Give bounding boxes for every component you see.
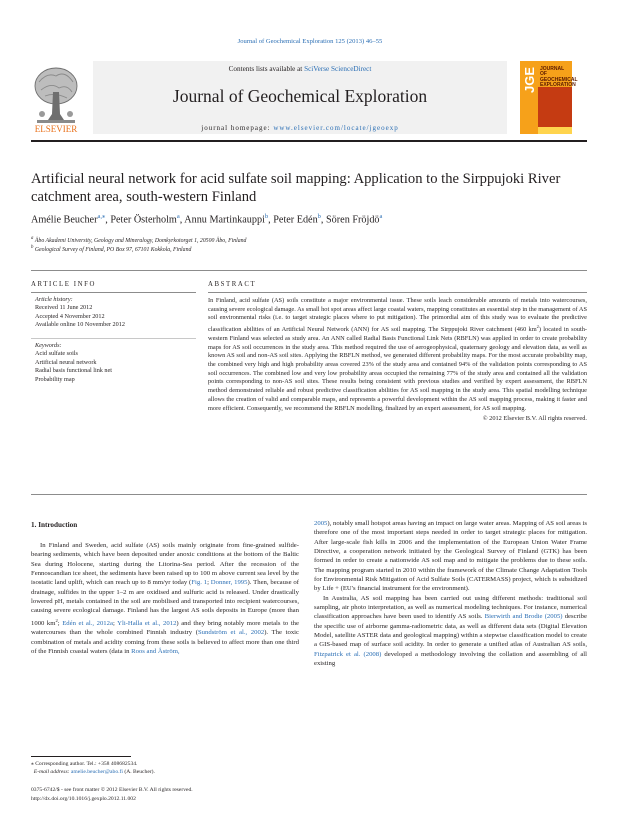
contents-line	[93, 65, 507, 73]
author-name: Peter Österholm	[110, 214, 177, 226]
keywords-block	[35, 342, 195, 384]
abstract-paragraph	[208, 297, 587, 413]
citation-link[interactable]: Bierwirth and Brodie (2005)	[484, 613, 563, 621]
cover-stripe	[538, 127, 572, 134]
author-mark[interactable]: b	[264, 213, 269, 220]
citation-link[interactable]: Sundström et al., 2002	[197, 629, 265, 637]
footnote-text: Corresponding author. Tel.: +358 408682534.	[33, 761, 138, 767]
affiliation-b	[31, 245, 191, 253]
citation-link[interactable]: Fitzpatrick et al. (2008)	[314, 650, 382, 658]
affiliation-text: Åbo Akademi University, Geology and Mineralogy, Domkyrkotorget 1, 20500 Åbo, Finland	[34, 237, 247, 244]
history-label: Article history:	[35, 296, 73, 303]
author-mark[interactable]: a,⁎	[97, 213, 106, 220]
article-info-heading: ARTICLE INFO	[31, 281, 97, 288]
keywords-label: Keywords:	[35, 342, 62, 349]
journal-name: Journal of Geochemical Exploration	[172, 86, 428, 106]
cover-title: JOURNAL OF GEOCHEMICAL EXPLORATION	[540, 66, 578, 89]
section-heading: 1. Introduction	[31, 521, 78, 529]
cover-band	[538, 87, 572, 127]
abstract-text: In Finland, acid sulfate (AS) soils constitute a major environmental issue. These soils leach considerable amounts of metals into watercourses, causing severe ecological damage. As small hot spot areas affect large coastal waters, mapping constitutes an essential step in the management of AS soil environmental risks (i.e. to target strategic places where to put mitigation). The primordial aim of this study was to evaluate the predictive classification abilities of an Artificial Neural Network (ANN) for AS soil mapping. The Sirppujoki River catchment (460 km	[208, 297, 587, 334]
body-text: In Australia, AS soil mapping has been carried out using different methods: traditional soil sampling, air photo interpretation, as well as numerical modeling techniques. For instance, numerical classification approaches have been used to identify AS soils.	[314, 594, 587, 621]
keyword-item: Probability map	[35, 375, 75, 383]
history-accepted: Accepted 4 November 2012	[35, 312, 105, 320]
body-text: In Finland and Sweden, acid sulfate (AS) soils mainly originate from fine-grained sulfide-bearing sediments, which have been deposited under anoxic conditions at the bottom of the Baltic Sea during Holocene, starting during the Litorina-Sea period. After the recession of the Fennoscandian ice sheet, the sediments have been raised up to 100 m above current sea level by the isostatic land uplift, which can reach up to 8 mm/yr today (	[31, 542, 299, 587]
author-mark[interactable]: a	[379, 213, 383, 220]
abstract-text: ) located in south-western Finland was selected as study area. An ANN called Radial Basis Functional Link Nets (RBFLN) was applied in order to create probability maps for AS soil occurrences in the study area. This method required the use of aerogeophysical, quaternary geology and elevation data, as well as known AS soil and non-AS soil sites. Applying the RBFLN method, we generated different probability maps. For the most accurate probability map, the combined very high and high probability areas covered 23% of the study area and contained 94% of the validation points corresponding to AS soil occurrences. The combined low and very low probability areas occupied the remaining 77% of the study area and contained all the validation points corresponding to non-AS soil sites. These results being consistent with previous studies and verified by expert assessment, the RBFLN method demonstrated reliable and robust predictive classification abilities for AS soil mapping in the study area. This spatial modelling technique allows the creation of valid and comparable maps, and represents a powerful development within the AS soil mapping process, making it faster and more efficient. Consequently, we recommend the RBFLN modelling, finalized by an expert assessment, for AS soil mapping.	[208, 326, 587, 412]
abstract-rule	[208, 292, 587, 293]
author-mark[interactable]: b	[317, 213, 321, 220]
issn-line: 0375-6742/$ - see front matter © 2012 Elsevier B.V. All rights reserved.	[31, 787, 193, 793]
author-list: Amélie Beucher$^{a,⁎}$, Peter Österholm$^a$, Annu Martinkauppi$^b$, Peter Edén$^b$, Sören Fröjdö$^a$	[31, 213, 383, 226]
copyright-line: © 2012 Elsevier B.V. All rights reserved.	[482, 415, 587, 423]
email-link[interactable]: amelie.beucher@abo.fi	[70, 769, 123, 775]
abstract-body	[208, 297, 587, 424]
body-paragraph	[31, 541, 299, 656]
article-title: Artificial neural network for acid sulfate soil mapping: Application to the Sirppujoki River catchment area, south-western Finland	[31, 171, 561, 205]
section-rule	[31, 270, 587, 271]
footnote-rule	[31, 756, 131, 757]
elsevier-logo	[31, 62, 81, 134]
homepage-link[interactable]: www.elsevier.com/locate/jgeoexp	[273, 124, 399, 132]
citation-link[interactable]: Donner, 1995	[210, 579, 248, 587]
journal-reference[interactable]: Journal of Geochemical Exploration 125 (2013) 46–55	[237, 38, 383, 45]
keyword-item: Acid sulfate soils	[35, 350, 78, 358]
body-text: ), notably small hotspot areas having an impact on large water areas. Mapping of AS soil areas is therefore one of the most important steps needed in order to target strategic places for mitigation. After large-scale fish kills in 2006 and the implementation of the European Union Water Frame Directive, a cooperation network initiated by the Geological Survey of Finland (GTK) has been formed in order to create a nationwide AS soil map and to mitigate the problems due to these soils. The mapping program started in 2010 within the framework of the Climate Change Adaptation Tools for Environmental Risk Mitigation of Acid Sulfate Soils (CATERMASS) project, which is subsidized by Life + (EU's financial instrument for the environment).	[314, 520, 587, 593]
body-text: ;	[57, 619, 63, 627]
corresponding-author-footnote	[31, 761, 301, 767]
body-paragraph	[314, 594, 587, 669]
body-text: ;	[207, 579, 211, 587]
homepage-prefix: journal homepage:	[201, 124, 274, 132]
keyword-item: Radial basis functional link net	[35, 367, 112, 375]
body-text: developed a methodology involving the collation and assembling of all existing	[314, 650, 588, 668]
body-text: describe the specific use of airborne gamma-radiometric data, as well as different data sets (Digital Elevation Model, satellite ASTER data and geological mapping) within a stepwise classification model to create a GIS-based map of surface soil acidity. In order to generate a unified atlas of Australian AS soils,	[314, 613, 587, 649]
figure-reference-link[interactable]: Fig. 1	[191, 579, 208, 587]
affiliation-text: Geological Survey of Finland, PO Box 97, 67101 Kokkola, Finland	[34, 246, 192, 253]
body-text: ). The toxic combination of metals and acidity coming from these soils is believed to affect more than one third of the Finnish coastal waters (data in	[31, 629, 299, 656]
affiliation-a	[31, 236, 246, 244]
email-suffix: (A. Beucher).	[122, 769, 155, 775]
citation-link[interactable]: Yli-Halla et al., 2012	[117, 619, 177, 627]
abstract-heading: ABSTRACT	[208, 281, 257, 288]
body-text: ;	[112, 619, 118, 627]
cover-abbrev: JGE	[522, 67, 537, 94]
header-rule	[31, 140, 587, 142]
footnote-mark: ⁎	[31, 761, 34, 767]
history-online: Available online 10 November 2012	[35, 321, 125, 329]
body-column-left	[31, 541, 299, 656]
elsevier-wordmark: ELSEVIER	[34, 124, 78, 134]
history-rule	[31, 338, 196, 339]
author-name: Annu Martinkauppi	[184, 214, 265, 226]
citation-link[interactable]: Edén et al., 2012a	[62, 619, 113, 627]
affiliation-mark: b	[31, 245, 34, 250]
body-text: ) and they bring notably more metals to the watercourses than the whole combined Finnish industry (	[31, 619, 299, 637]
body-paragraph	[314, 519, 587, 594]
sciencedirect-link[interactable]: SciVerse ScienceDirect	[304, 65, 372, 73]
author-name: Amélie Beucher	[31, 214, 98, 226]
abstract-bottom-rule	[31, 494, 587, 495]
journal-header-band	[93, 61, 507, 134]
homepage-line	[93, 124, 507, 132]
keyword-item: Artificial neural network	[35, 358, 97, 366]
superscript: 2	[55, 617, 58, 623]
email-footnote	[31, 769, 301, 775]
contents-prefix: Contents lists available at	[228, 65, 305, 73]
author-name: Sören Fröjdö	[326, 214, 380, 226]
article-history	[35, 296, 195, 330]
article-info-rule	[31, 292, 196, 293]
journal-cover-thumbnail[interactable]	[520, 61, 578, 134]
body-text: ). Then, because of drainage, sulfides in the upper 1–2 m are oxidised and sulfuric acid is released. Under drastically lowered pH, metals contained in the soil are mobilised and transported into recipient watercourses, causing severe ecological damage. Finland has the largest AS soils deposits in Europe (more than 1000 km	[31, 579, 299, 627]
affiliation-mark: a	[31, 236, 34, 241]
history-received: Received 11 June 2012	[35, 304, 93, 312]
body-column-right	[314, 519, 587, 669]
author-mark[interactable]: a	[176, 213, 180, 220]
superscript: 2	[536, 324, 539, 330]
citation-link[interactable]: Roos and Åström,	[131, 648, 180, 656]
email-label: E-mail address:	[33, 769, 70, 775]
citation-link[interactable]: 2005	[314, 520, 328, 527]
author-name: Peter Edén	[273, 214, 318, 226]
doi-link[interactable]: http://dx.doi.org/10.1016/j.gexplo.2012.11.002	[31, 796, 136, 802]
